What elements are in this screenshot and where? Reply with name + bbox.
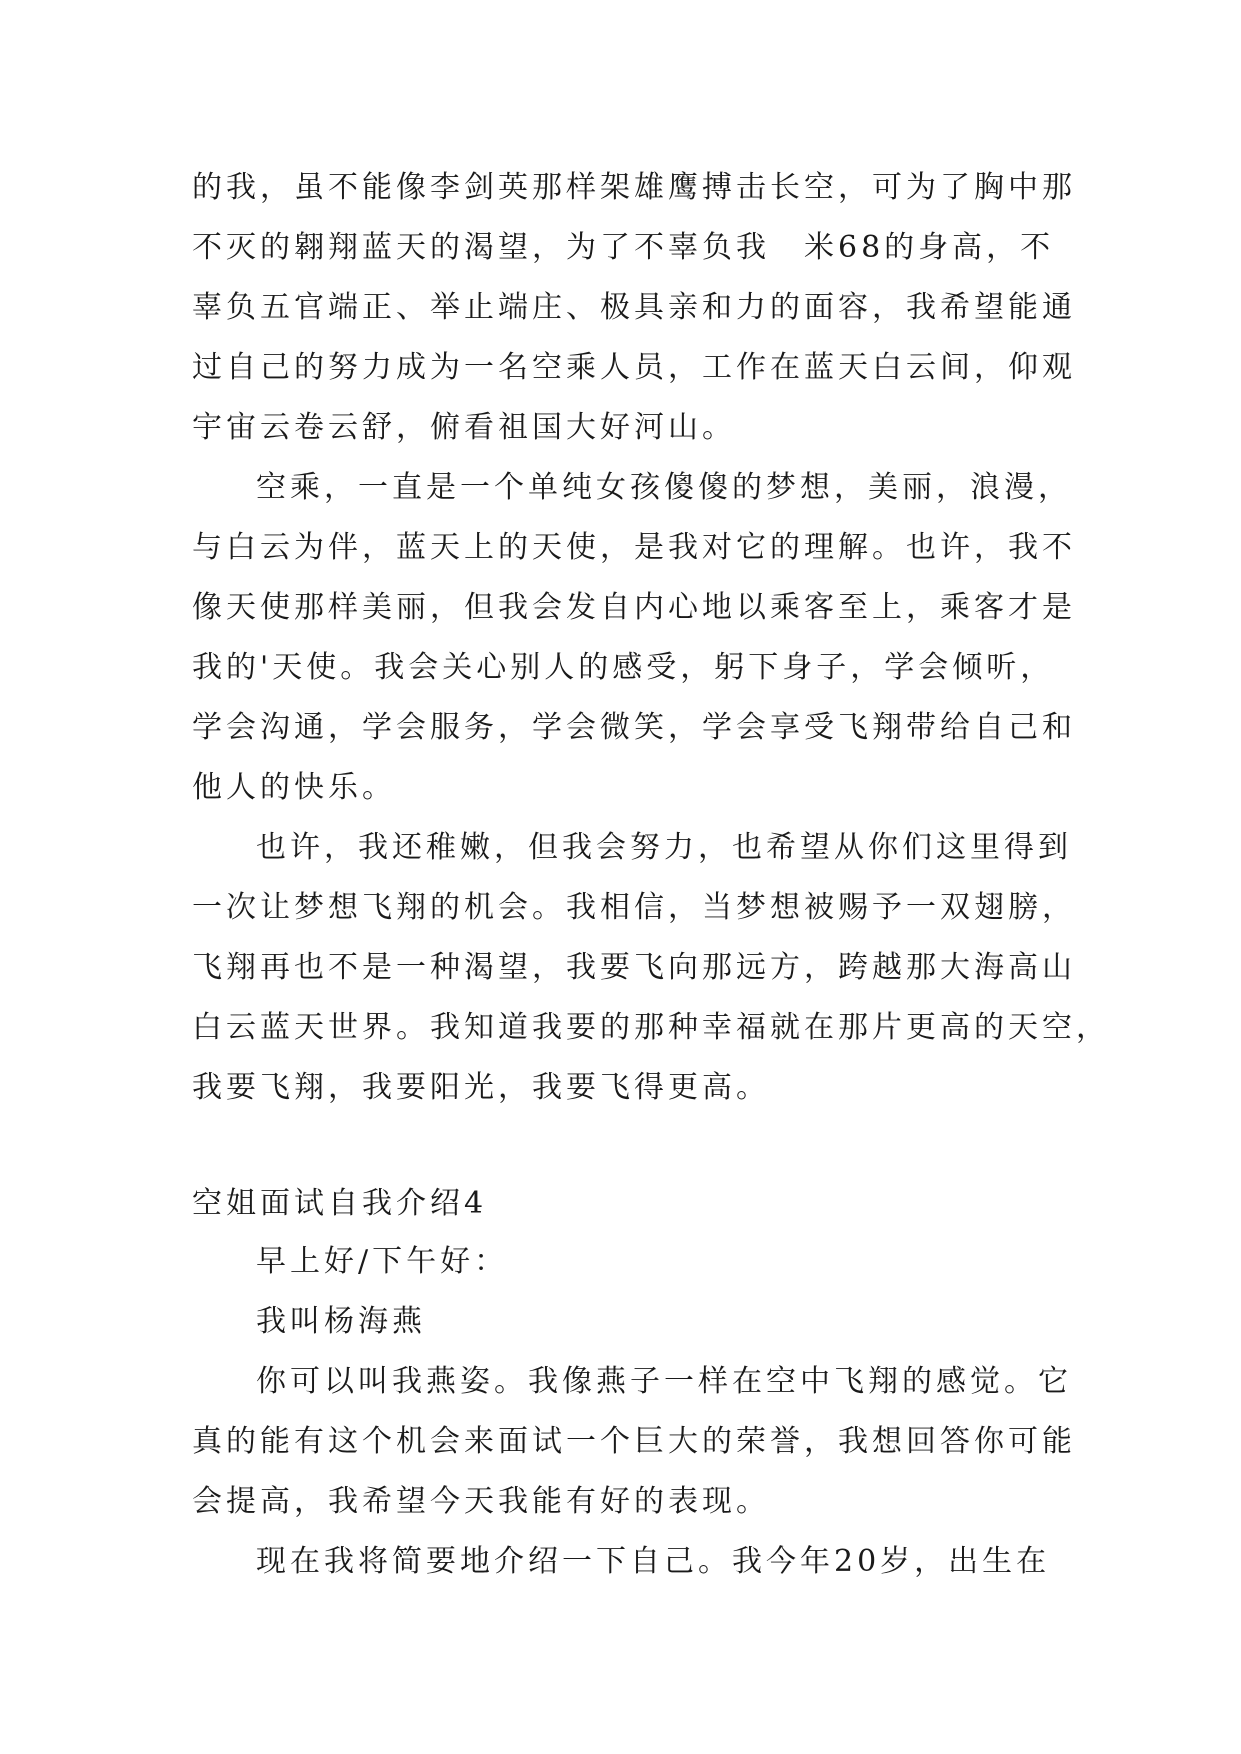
paragraph-line: 白云蓝天世界。我知道我要的那种幸福就在那片更高的天空， (192, 1010, 1110, 1045)
paragraph-line: 现在我将简要地介绍一下自己。我今年20岁，出生在 (256, 1544, 1051, 1579)
name-line: 我叫杨海燕 (256, 1304, 426, 1339)
paragraph-line: 辜负五官端正、举止端庄、极具亲和力的面容，我希望能通 (192, 290, 1076, 325)
paragraph-line: 与白云为伴，蓝天上的天使，是我对它的理解。也许，我不 (192, 530, 1076, 565)
paragraph-line: 也许，我还稚嫩，但我会努力，也希望从你们这里得到 (256, 830, 1072, 865)
paragraph-line: 宇宙云卷云舒，俯看祖国大好河山。 (192, 410, 736, 445)
paragraph-line: 学会沟通，学会服务，学会微笑，学会享受飞翔带给自己和 (192, 710, 1076, 745)
paragraph-line: 我要飞翔，我要阳光，我要飞得更高。 (192, 1070, 770, 1105)
paragraph-line: 你可以叫我燕姿。我像燕子一样在空中飞翔的感觉。它 (256, 1364, 1072, 1399)
paragraph-line: 的我，虽不能像李剑英那样架雄鹰搏击长空，可为了胸中那 (192, 170, 1076, 205)
paragraph-line: 我的'天使。我会关心别人的感受，躬下身子，学会倾听， (192, 650, 1055, 685)
paragraph-line: 真的能有这个机会来面试一个巨大的荣誉，我想回答你可能 (192, 1424, 1076, 1459)
paragraph-line: 他人的快乐。 (192, 770, 396, 805)
paragraph-line: 会提高，我希望今天我能有好的表现。 (192, 1484, 770, 1519)
section-heading: 空姐面试自我介绍4 (192, 1186, 488, 1221)
paragraph-line: 过自己的努力成为一名空乘人员，工作在蓝天白云间，仰观 (192, 350, 1076, 385)
greeting-line: 早上好/下午好： (256, 1244, 509, 1279)
paragraph-line: 空乘，一直是一个单纯女孩傻傻的梦想，美丽，浪漫， (256, 470, 1072, 505)
paragraph-line: 一次让梦想飞翔的机会。我相信，当梦想被赐予一双翅膀， (192, 890, 1076, 925)
paragraph-line: 不灭的翱翔蓝天的渴望，为了不辜负我 米68的身高，不 (192, 230, 1055, 265)
paragraph-line: 像天使那样美丽，但我会发自内心地以乘客至上，乘客才是 (192, 590, 1076, 625)
paragraph-line: 飞翔再也不是一种渴望，我要飞向那远方，跨越那大海高山 (192, 950, 1076, 985)
